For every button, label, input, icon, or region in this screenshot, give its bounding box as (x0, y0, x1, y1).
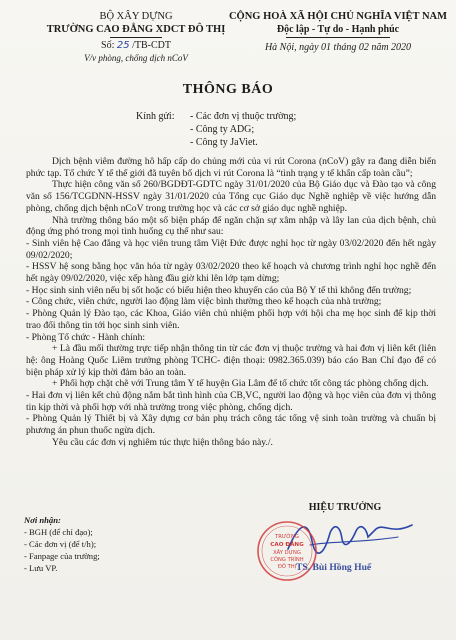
receiver-item: - BGH (để chỉ đạo); (24, 527, 93, 537)
national-title: CỘNG HOÀ XÃ HỘI CHỦ NGHĨA VIỆT NAM (228, 11, 448, 22)
body-paragraph: Dịch bệnh viêm đường hô hấp cấp do chủng mới của vi rút Corona (nCoV) gây ra đang diễn biến phức tạp. Tổ chức Y tế thế giới đã tuyên bố dịch vi rút Corona là “tình trạng y tế khẩn cấp toàn cầu”; (26, 156, 436, 179)
doc-no-suffix: /TB-CDT (132, 40, 171, 51)
recipient-item: - Các đơn vị thuộc trường; (190, 111, 297, 122)
school-name: TRƯỜNG CAO ĐẲNG XDCT ĐÔ THỊ (46, 24, 226, 35)
body-paragraph: Nhà trường thông báo một số biện pháp để ngăn chặn sự xâm nhập và lây lan của dịch bệnh, chủ động ứng phó trong mọi tình huống cụ thể như sau: (26, 214, 436, 238)
recipient-item: - Công ty JaViet. (190, 137, 258, 148)
signer-title: HIỆU TRƯỞNG (308, 502, 382, 513)
svg-text:CÔNG TRÌNH: CÔNG TRÌNH (270, 557, 304, 563)
svg-text:XÂY DỰNG: XÂY DỰNG (273, 550, 301, 556)
receivers-block (24, 514, 204, 574)
doc-no-prefix: Số: (101, 40, 115, 51)
issuer-block (36, 10, 236, 64)
motto-underline (286, 37, 390, 38)
receiver-item: - Fanpage của trường; (24, 551, 100, 561)
body-paragraph: + Là đầu mối thường trực tiếp nhận thông tin từ các đơn vị thuộc trường và hai đơn vị liên kết (liên hệ: ông Hoàng Quốc Liêm trưởng phòng TCHC- điện thoại: 0982.365.039) báo cáo Ban Chỉ đạo để có biện pháp xử lý kịp thời đảm bảo an toàn. (26, 343, 436, 378)
body-paragraph: - Phòng Quản lý Thiết bị và Xây dựng cơ bản phụ trách công tác tổng vệ sinh toàn trường và chuẩn bị phương án phun thuốc ngừa dịch. (26, 413, 436, 437)
svg-text:ĐÔ THỊ: ĐÔ THỊ (277, 564, 297, 570)
svg-text:TRƯỜNG: TRƯỜNG (275, 534, 299, 540)
national-block (220, 10, 456, 54)
body-paragraph: - Hai đơn vị liên kết chủ động nắm bắt tình hình của CB,VC, người lao động và học viên của đơn vị thông tin kịp thời và phối hợp với nhà trường trong việc phòng, chống dịch. (26, 390, 436, 413)
body-paragraph: Thực hiện công văn số 260/BGDĐT-GDTC ngày 31/01/2020 của Bộ Giáo dục và Đào tạo và công văn số 156/TCGDNN-HSSV ngày 31/01/2020 của Tổng cục Giáo dục Nghề nghiệp về việc hướng dẫn phòng, chống dịch bệnh nCoV trong trường học và các cơ sở giáo dục nghề nghiệp. (26, 179, 436, 214)
ministry-name: BỘ XÂY DỰNG (99, 11, 173, 22)
body-paragraph: - HSSV hệ song bằng học văn hóa từ ngày 03/02/2020 theo kế hoạch và chương trình nghỉ học nghề đến hết ngày 09/02/2020, việc xếp hàng đầu giờ khi lên lớp tạm dừng; (26, 261, 436, 285)
document-subject: V/v phòng, chống dịch nCoV (84, 53, 188, 63)
national-motto: Độc lập - Tự do - Hạnh phúc (276, 24, 400, 35)
receiver-item: - Lưu VP. (24, 563, 58, 573)
recipient-item: - Công ty ADG; (190, 124, 255, 135)
body-paragraph: - Phòng Quản lý Đào tạo, các Khoa, Giáo viên chủ nhiệm phối hợp với hội cha mẹ học sinh để kịp thời trao đổi thông tin tới học sinh sinh viên. (26, 308, 436, 331)
recipients-label: Kính gửi: (136, 111, 175, 122)
document-body (26, 156, 436, 449)
signer-name: TS. Bùi Hồng Huế (296, 562, 372, 573)
document-date: Hà Nội, ngày 01 tháng 02 năm 2020 (264, 42, 412, 53)
body-paragraph: + Phối hợp chặt chẽ với Trung tâm Y tế huyện Gia Lâm để tổ chức tốt công tác phòng chống dịch. (52, 378, 429, 390)
body-paragraph: - Phòng Tổ chức - Hành chính: (26, 331, 146, 343)
svg-text:CAO ĐẲNG: CAO ĐẲNG (270, 542, 304, 548)
issuer-underline (110, 37, 162, 38)
receiver-item: - Các đơn vị (để t/h); (24, 539, 97, 549)
receivers-label: Nơi nhận: (24, 515, 61, 525)
body-paragraph: - Học sinh sinh viên nếu bị sốt hoặc có biểu hiện theo khuyến cáo của Bộ Y tế thì không đến trường; (26, 284, 412, 296)
document-number (36, 40, 236, 52)
body-paragraph: Yêu cầu các đơn vị nghiêm túc thực hiện thông báo này./. (52, 436, 273, 448)
body-paragraph: - Sinh viên hệ Cao đẳng và học viên trung tâm Việt Đức được nghỉ học từ ngày 03/02/2020 đến hết ngày 09/02/2020; (26, 237, 436, 261)
document-title: THÔNG BÁO (182, 82, 274, 97)
doc-no-handwritten: 25 (116, 40, 130, 51)
recipients-list (190, 110, 296, 149)
body-paragraph: - Công chức, viên chức, người lao động làm việc bình thường theo kế hoạch của nhà trường; (26, 296, 382, 308)
